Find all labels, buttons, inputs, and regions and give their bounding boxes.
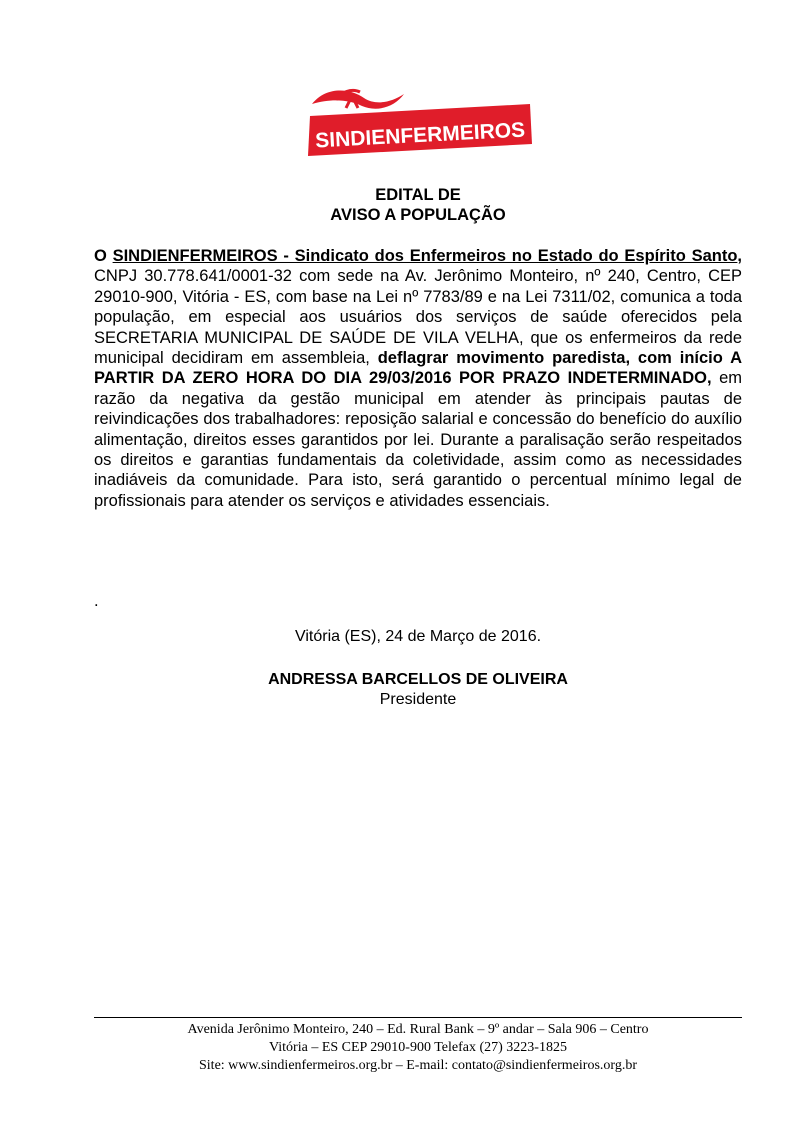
date-line: Vitória (ES), 24 de Março de 2016. xyxy=(294,628,542,645)
strike-announcement: deflagrar movimento paredista, com início A PARTIR DA ZERO HORA DO DIA 29/03/2016 POR PRAZO INDETERMINADO, xyxy=(94,349,742,388)
organization-name: SINDIENFERMEIROS - Sindicato dos Enfermeiros no Estado do Espírito Santo xyxy=(112,247,738,265)
logo-text: SINDIENFERMEIROS xyxy=(314,118,526,153)
lead-o: O xyxy=(94,247,113,265)
title-line-2: AVISO A POPULAÇÃO xyxy=(330,206,506,224)
sindienfermeiros-logo xyxy=(306,82,534,156)
footer-contact: Site: www.sindienfermeiros.org.br – E-mail: contato@sindienfermeiros.org.br xyxy=(199,1058,637,1073)
signer-name: ANDRESSA BARCELLOS DE OLIVEIRA xyxy=(268,671,568,688)
org-comma: , xyxy=(737,247,742,265)
title-line-1: EDITAL DE xyxy=(375,186,461,204)
footer-address: Avenida Jerônimo Monteiro, 240 – Ed. Rural Bank – 9º andar – Sala 906 – Centro xyxy=(187,1022,649,1037)
footer-phone: Vitória – ES CEP 29010-900 Telefax (27) 3223-1825 xyxy=(269,1040,567,1055)
announcement-paragraph xyxy=(94,246,742,511)
footer xyxy=(0,1021,810,1075)
paragraph-text-2: em razão da negativa da gestão municipal em atender às principais pautas de reivindicações dos trabalhadores: reposição salarial e concessão do benefício do auxílio alimentação, direitos esses garantidos por lei. Durante a paralisação serão respeitados os direitos e garantias fundamentais da coletividade, assim como as necessidades inadiáveis da comunidade. Para isto, será garantido o percentual mínimo legal de profissionais para atender os serviços e atividades essenciais. xyxy=(94,369,742,510)
signer-role: Presidente xyxy=(379,691,457,708)
stray-dot: . xyxy=(94,592,99,610)
nurse-cap-swoosh-icon xyxy=(306,82,534,156)
paragraph-text-1: CNPJ 30.778.641/0001-32 com sede na Av. Jerônimo Monteiro, nº 240, Centro, CEP 29010-900, Vitória - ES, com base na Lei nº 7783/89 e na Lei 7311/02, comunica a toda população, em especial aos usuários dos serviços de saúde oferecidos pela SECRETARIA MUNICIPAL DE SAÚDE DE VILA VELHA, que os enfermeiros da rede municipal decidiram em assembleia, xyxy=(94,267,742,368)
signature-block xyxy=(0,670,810,710)
document-title xyxy=(0,185,810,225)
footer-divider xyxy=(94,1017,742,1018)
